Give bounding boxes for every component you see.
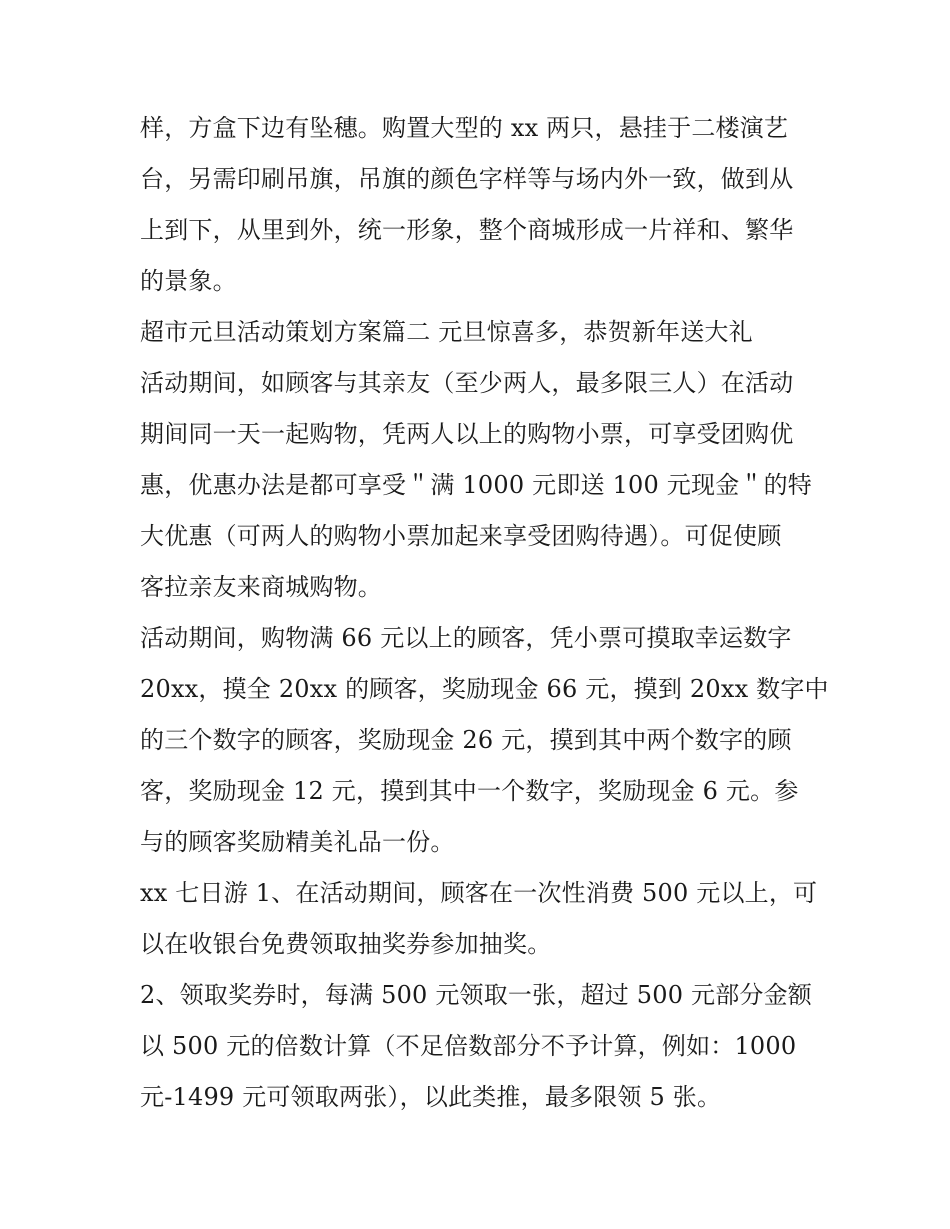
text-line: 的景象。	[140, 267, 237, 295]
text-line: 以 500 元的倍数计算（不足倍数部分不予计算，例如：1000	[140, 1032, 797, 1060]
text-line: 与的顾客奖励精美礼品一份。	[140, 828, 455, 856]
text-line: 的三个数字的顾客，奖励现金 26 元，摸到其中两个数字的顾	[140, 726, 792, 754]
text-line: 活动期间，购物满 66 元以上的顾客，凭小票可摸取幸运数字	[140, 624, 792, 652]
text-line: 台，另需印刷吊旗，吊旗的颜色字样等与场内外一致，做到从	[140, 165, 794, 193]
text-line: 上到下，从里到外，统一形象，整个商城形成一片祥和、繁华	[140, 216, 794, 244]
text-line: 以在收银台免费领取抽奖券参加抽奖。	[140, 930, 552, 958]
text-line: xx 七日游 1、在活动期间，顾客在一次性消费 500 元以上，可	[140, 879, 818, 907]
text-line: 元-1499 元可领取两张），以此类推，最多限领 5 张。	[140, 1083, 722, 1111]
text-line: 客拉亲友来商城购物。	[140, 573, 382, 601]
text-line: 大优惠（可两人的购物小票加起来享受团购待遇）。可促使顾	[140, 522, 782, 550]
text-line: 活动期间，如顾客与其亲友（至少两人，最多限三人）在活动	[140, 369, 794, 397]
section-heading: 超市元旦活动策划方案篇二 元旦惊喜多，恭贺新年送大礼	[140, 318, 753, 346]
text-line: 惠，优惠办法是都可享受＂满 1000 元即送 100 元现金＂的特	[140, 471, 813, 499]
text-line: 样，方盒下边有坠穗。购置大型的 xx 两只，悬挂于二楼演艺	[140, 114, 789, 142]
text-line: 客，奖励现金 12 元，摸到其中一个数字，奖励现金 6 元。参	[140, 777, 799, 805]
text-line: 20xx，摸全 20xx 的顾客，奖励现金 66 元，摸到 20xx 数字中	[140, 675, 829, 703]
document-body	[140, 103, 829, 1123]
text-line: 期间同一天一起购物，凭两人以上的购物小票，可享受团购优	[140, 420, 794, 448]
text-line: 2、领取奖券时，每满 500 元领取一张，超过 500 元部分金额	[140, 981, 813, 1009]
